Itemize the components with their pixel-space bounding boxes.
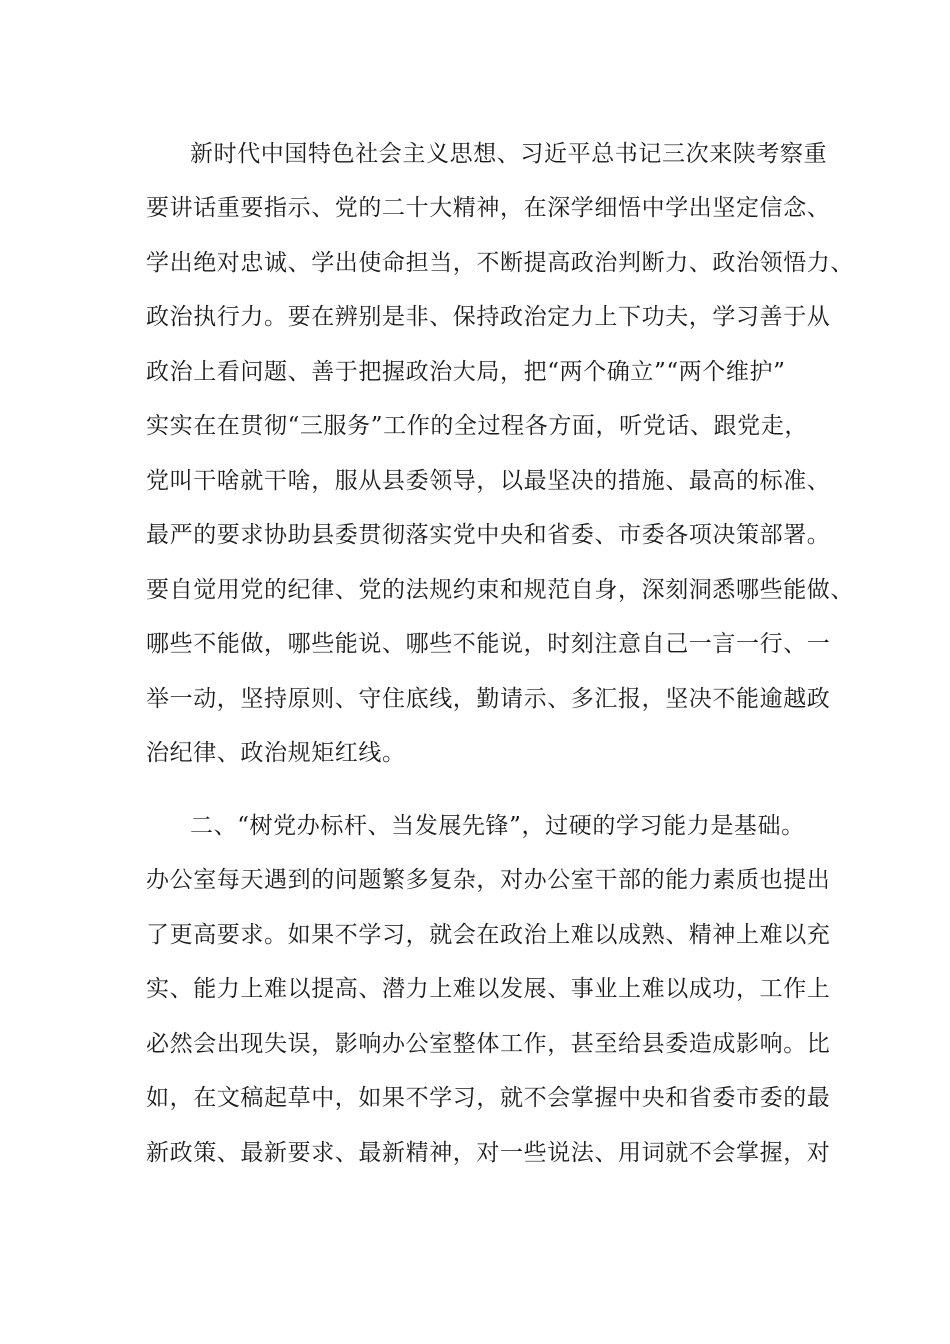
- paragraph-2-line-4: 实、能力上难以提高、潜力上难以发展、事业上难以成功，工作上: [146, 976, 831, 1002]
- paragraph-2-line-7: 新政策、最新要求、最新精神，对一些说法、用词就不会掌握，对: [146, 1140, 831, 1166]
- paragraph-1-line-3: 学出绝对忠诚、学出使命担当，不断提高政治判断力、政治领悟力、: [146, 250, 854, 276]
- paragraph-1-line-6: 实实在在贯彻“三服务”工作的全过程各方面，听党话、跟党走，: [146, 413, 808, 439]
- paragraph-1-line-10: 哪些不能做，哪些能说、哪些不能说，时刻注意自己一言一行、一: [146, 631, 831, 657]
- paragraph-1-line-12: 治纪律、政治规矩红线。: [146, 740, 406, 766]
- section-heading-two: 二、“树党办标杆、当发展先锋”，过硬的学习能力是基础。: [190, 813, 805, 839]
- paragraph-1-line-7: 党叫干啥就干啥，服从县委领导，以最坚决的措施、最高的标准、: [146, 468, 831, 494]
- paragraph-1-line-4: 政治执行力。要在辨别是非、保持政治定力上下功夫，学习善于从: [146, 304, 831, 330]
- paragraph-1-line-8: 最严的要求协助县委贯彻落实党中央和省委、市委各项决策部署。: [146, 522, 831, 548]
- paragraph-2-line-3: 了更高要求。如果不学习，就会在政治上难以成熟、精神上难以充: [146, 922, 831, 948]
- paragraph-2-line-5: 必然会出现失误，影响办公室整体工作，甚至给县委造成影响。比: [146, 1031, 831, 1057]
- paragraph-1-line-1: 新时代中国特色社会主义思想、习近平总书记三次来陕考察重: [190, 141, 828, 167]
- paragraph-1-line-5: 政治上看问题、善于把握政治大局，把“两个确立”“两个维护”: [146, 359, 786, 385]
- paragraph-1-line-9: 要自觉用党的纪律、党的法规约束和规范自身，深刻洞悉哪些能做、: [146, 577, 854, 603]
- paragraph-1-line-11: 举一动，坚持原则、守住底线，勤请示、多汇报，坚决不能逾越政: [146, 686, 831, 712]
- paragraph-2-line-2: 办公室每天遇到的问题繁多复杂，对办公室干部的能力素质也提出: [146, 867, 831, 893]
- paragraph-1-line-2: 要讲话重要指示、党的二十大精神，在深学细悟中学出坚定信念、: [146, 195, 831, 221]
- paragraph-2-line-6: 如，在文稿起草中，如果不学习，就不会掌握中央和省委市委的最: [146, 1085, 831, 1111]
